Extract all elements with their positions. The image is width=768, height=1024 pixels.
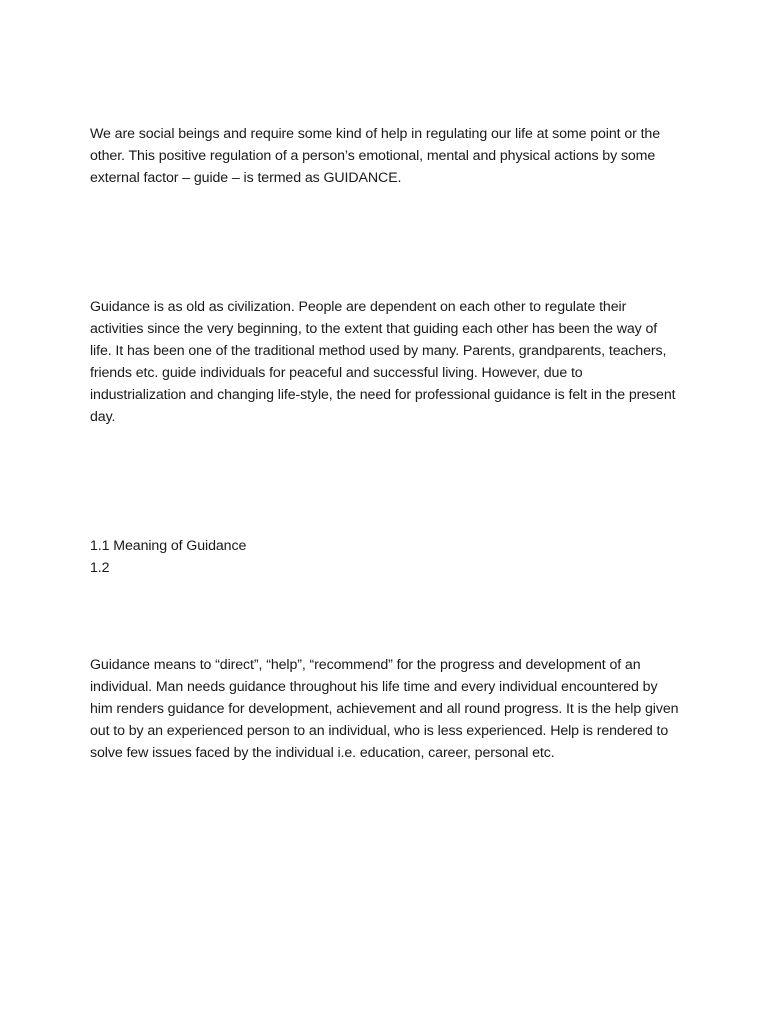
meaning-paragraph: Guidance means to “direct”, “help”, “recommend” for the progress and development of an individual. Man needs guidance throughout his life time and every individual encountered by him renders guidance for development, achievement and all round progress. It is the help given out to by an experienced person to an individual, who is less experienced. Help is rendered to solve few issues faced by the individual i.e. education, career, personal etc. [90, 657, 679, 761]
section-number: 1.2 [90, 560, 110, 576]
history-paragraph: Guidance is as old as civilization. People are dependent on each other to regulate their activities since the very beginning, to the extent that guiding each other has been the way of life. It has been one of the traditional method used by many. Parents, grandparents, teachers, friends etc. guide individuals for peaceful and successful living. However, due to industrialization and changing life-style, the need for professional guidance is felt in the present day. [90, 299, 676, 425]
section-heading: 1.1 Meaning of Guidance [90, 538, 247, 554]
section-heading-block [90, 535, 680, 579]
intro-paragraph: We are social beings and require some kind of help in regulating our life at some point or the other. This positive regulation of a person’s emotional, mental and physical actions by some external factor – guide – is termed as GUIDANCE. [90, 126, 660, 186]
